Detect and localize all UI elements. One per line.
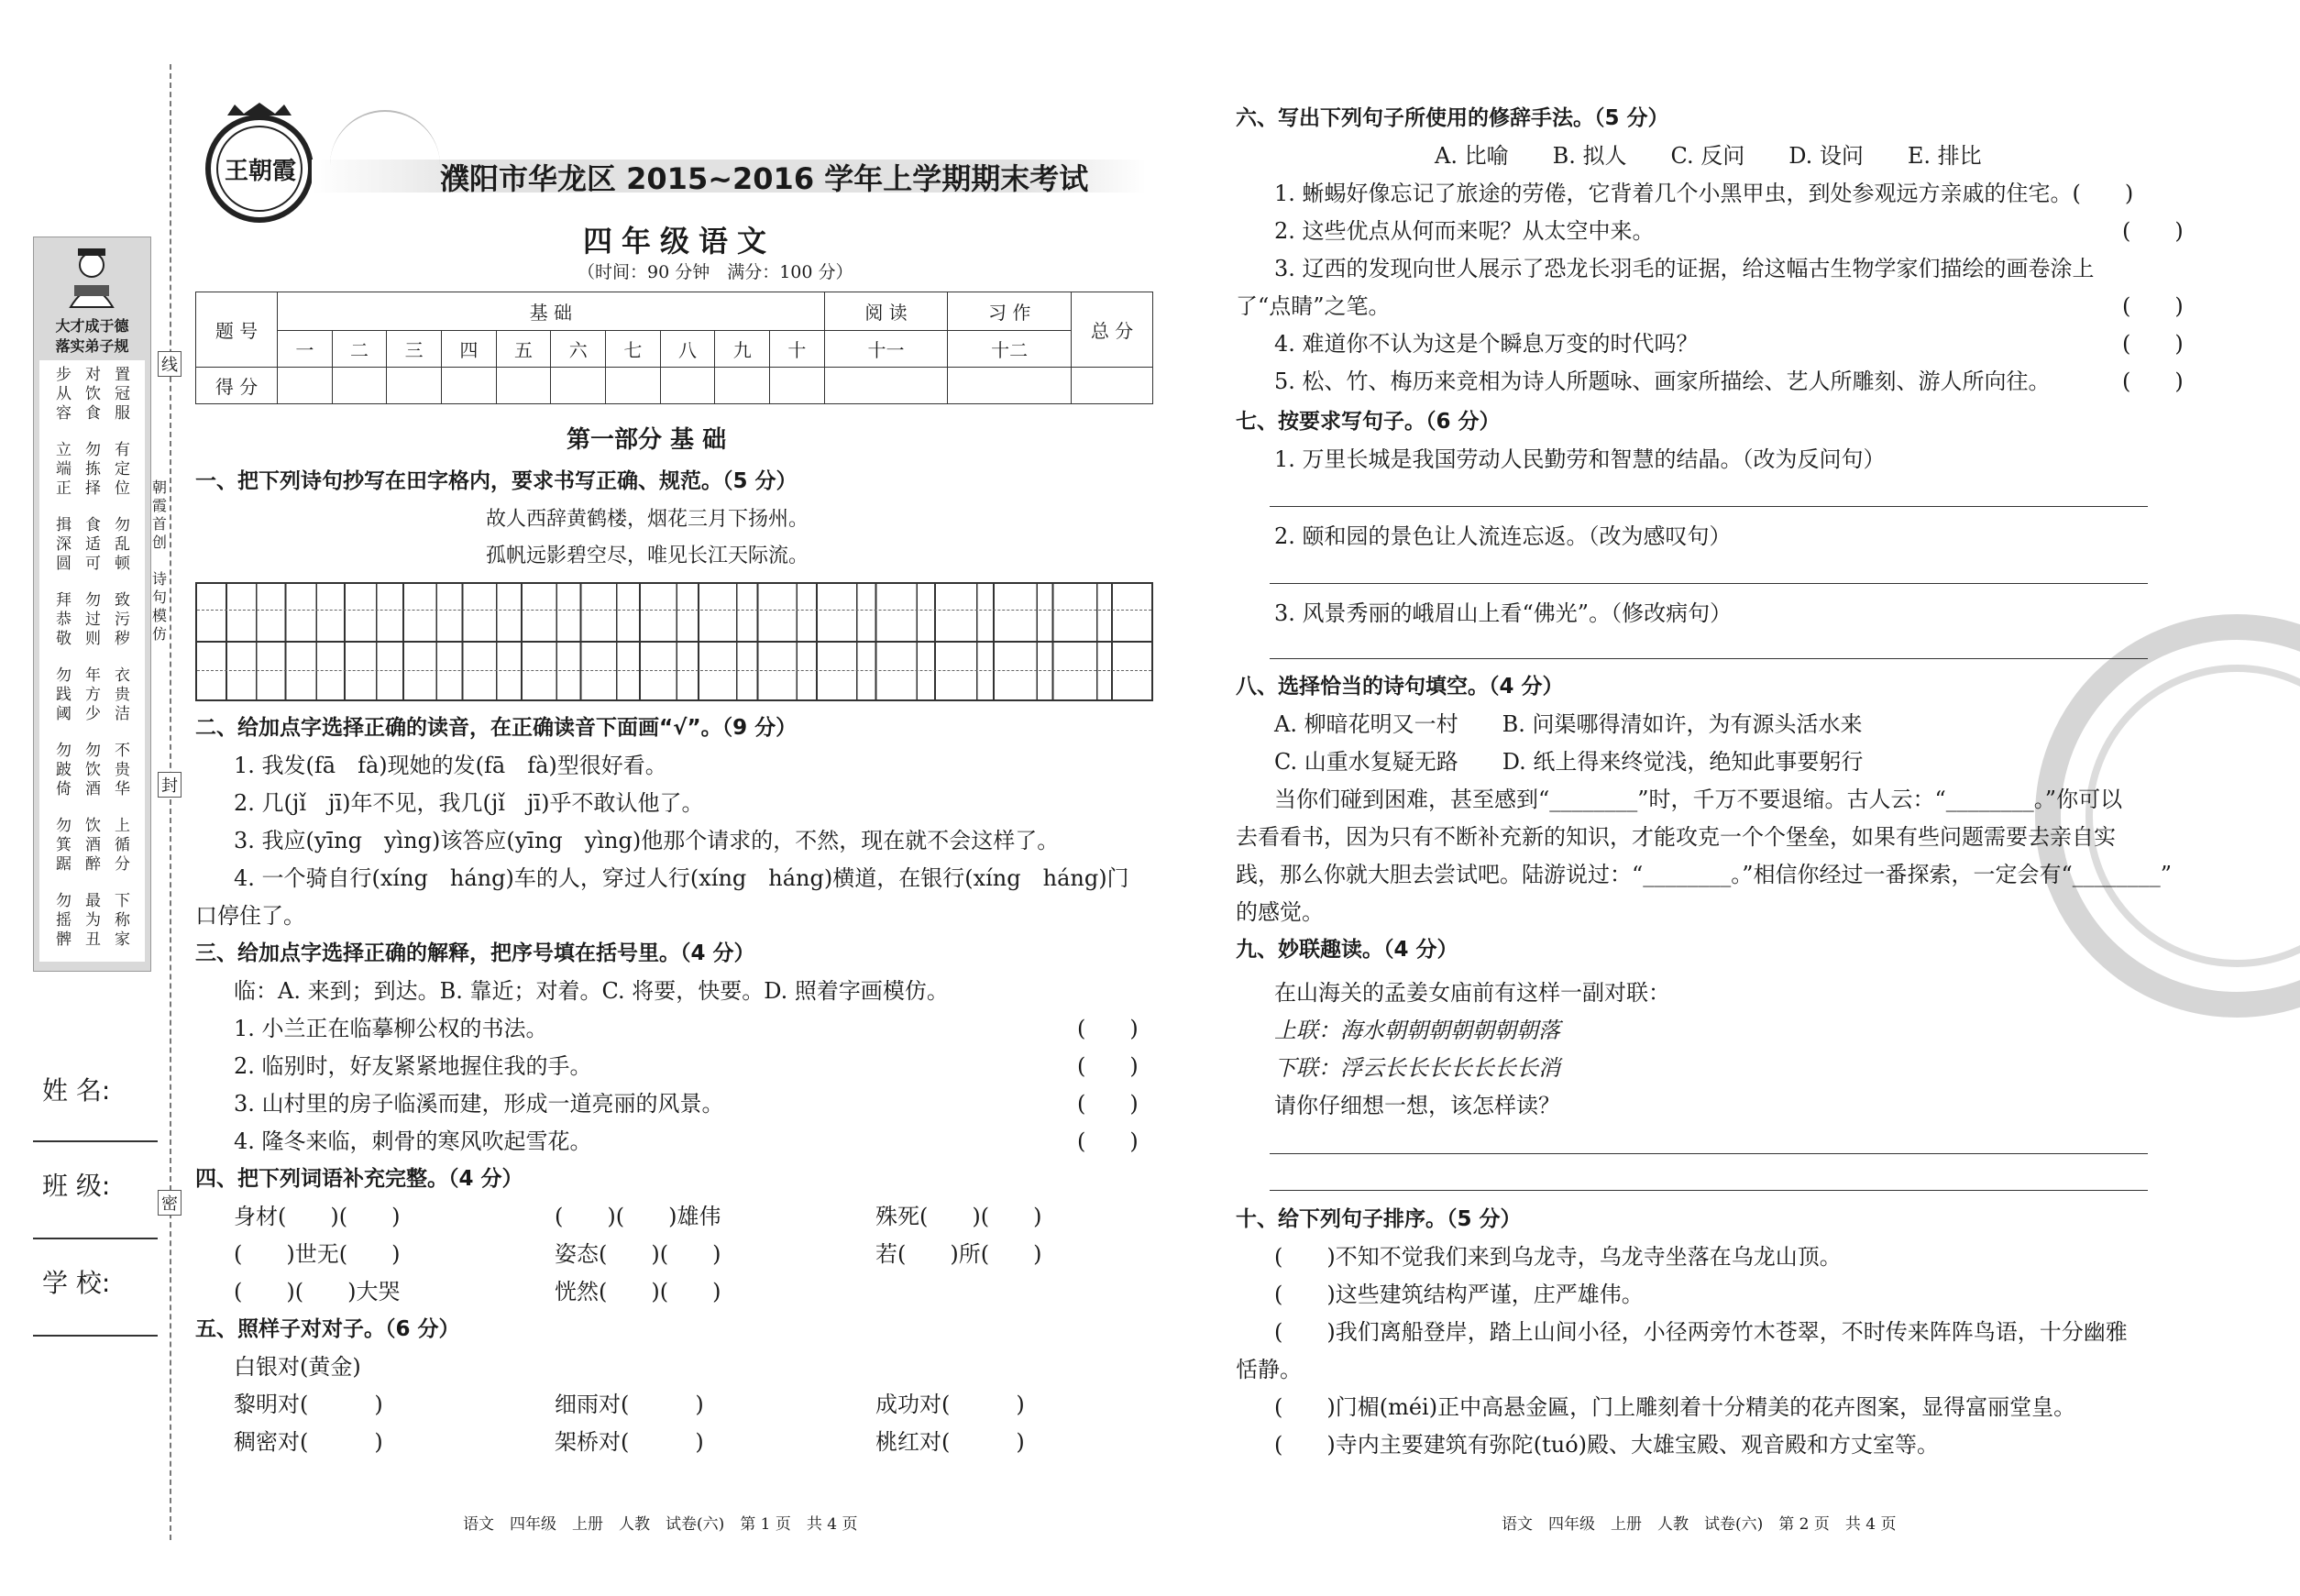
- q10-item-4[interactable]: ( )门楣(méi)正中高悬金匾，门上雕刻着十分精美的花卉图案，显得富丽堂皇。: [1274, 1394, 2076, 1420]
- scholar-icon: [61, 245, 122, 309]
- q8-paragraph-1: 当你们碰到困难，甚至感到“________”时，千万不要退缩。古人云：“________。”你可以: [1274, 787, 2123, 812]
- tianzige-grid[interactable]: [195, 582, 1153, 701]
- score-cell[interactable]: [332, 368, 387, 404]
- school-field[interactable]: [33, 1335, 158, 1337]
- q3-item-2: 2. 临别时，好友紧紧地握住我的手。: [234, 1053, 592, 1079]
- q6-item-4: 4. 难道你不认为这是个瞬息万变的时代吗？: [1274, 331, 1699, 357]
- q9-upper: 上联：海水朝朝朝朝朝朝朝落: [1274, 1018, 1560, 1043]
- q8-options-2: C. 山重水复疑无路 D. 纸上得来终觉浅，绝知此事要躬行: [1274, 749, 1864, 775]
- q2-title: 二、给加点字选择正确的读音，在正确读音下面画“√”。（9 分）: [195, 716, 798, 740]
- col-num: 二: [332, 331, 387, 368]
- motto-col: 不贵华: [115, 742, 130, 798]
- q3-answer-2[interactable]: ( ): [1077, 1053, 1139, 1079]
- q6-answer-3[interactable]: ( ): [2122, 293, 2184, 319]
- binding-label-xian: 线: [158, 351, 182, 377]
- col-num: 四: [442, 331, 497, 368]
- q6-item-2: 2. 这些优点从何而来呢？从太空中来。: [1274, 218, 1655, 244]
- q9-lower: 下联：浮云长长长长长长长消: [1274, 1055, 1560, 1081]
- q5-example: 白银对(黄金): [234, 1354, 361, 1380]
- poem-line-1: 故人西辞黄鹤楼，烟花三月下扬州。: [486, 508, 809, 531]
- q7-item-3: 3. 风景秀丽的峨眉山上看“佛光”。（修改病句）: [1274, 600, 1733, 626]
- q6-answer-5[interactable]: ( ): [2122, 369, 2184, 394]
- poem-line-2: 孤帆远影碧空尽，唯见长江天际流。: [486, 545, 809, 567]
- q9-intro: 在山海关的孟姜女庙前有这样一副对联：: [1274, 980, 1670, 1006]
- motto-col: 立端正: [56, 441, 72, 498]
- motto-col: 上循分: [115, 817, 130, 874]
- q2-item-1: 1. 我发(fā fà)现她的发(fā fà)型很好看。: [234, 753, 667, 778]
- motto-col: 年方少: [85, 666, 101, 723]
- class-label: 班 级:: [42, 1171, 111, 1201]
- motto-col: 勿箕踞: [56, 817, 72, 874]
- motto-col: 勿跛倚: [56, 742, 72, 798]
- q6-options: A. 比喻 B. 拟人 C. 反问 D. 设问 E. 排比: [1435, 143, 1982, 169]
- motto-col: 有定位: [115, 441, 130, 498]
- binding-label-feng: 封: [158, 772, 182, 798]
- score-cell[interactable]: [715, 368, 770, 404]
- ribbon-decoration: [330, 110, 440, 167]
- q5-pair[interactable]: 架桥对( ): [555, 1429, 704, 1455]
- q6-item-5: 5. 松、竹、梅历来竞相为诗人所题咏、画家所描绘、艺人所雕刻、游人所向往。: [1274, 369, 2051, 394]
- motto-col: 致污秽: [115, 591, 130, 648]
- score-cell[interactable]: [660, 368, 715, 404]
- q6-answer-4[interactable]: ( ): [2122, 331, 2184, 357]
- q10-item-1[interactable]: ( )不知不觉我们来到乌龙寺，乌龙寺坐落在乌龙山顶。: [1274, 1244, 1842, 1270]
- q7-answer-line-2[interactable]: [1270, 583, 2148, 584]
- q3-answer-4[interactable]: ( ): [1077, 1128, 1139, 1154]
- class-field[interactable]: [33, 1238, 158, 1239]
- subject-title: 四年级语文: [583, 224, 776, 259]
- col-num: 七: [606, 331, 661, 368]
- q4-word[interactable]: ( )( )大哭: [234, 1279, 401, 1304]
- motto-col: 最为丑: [85, 892, 101, 949]
- q5-pair[interactable]: 黎明对( ): [234, 1392, 383, 1417]
- q4-word[interactable]: ( )世无( ): [234, 1241, 401, 1267]
- tianzige-dash-1: [197, 610, 1151, 611]
- q8-options-1: A. 柳暗花明又一村 B. 问渠哪得清如许，为有源头活水来: [1274, 711, 1863, 737]
- q9-answer-line-2[interactable]: [1270, 1190, 2148, 1191]
- q10-item-2[interactable]: ( )这些建筑结构严谨，庄严雄伟。: [1274, 1282, 1644, 1307]
- motto-col: 勿乱顿: [115, 516, 130, 573]
- q4-word[interactable]: 恍然( )( ): [555, 1279, 721, 1304]
- motto-col: 下称家: [115, 892, 130, 949]
- q2-item-4: 4. 一个骑自行(xíng háng)车的人，穿过人行(xíng háng)横道，在银行(xíng háng)门: [234, 865, 1129, 891]
- total-head: 总 分: [1072, 292, 1153, 368]
- score-cell[interactable]: [442, 368, 497, 404]
- score-cell[interactable]: [824, 368, 948, 404]
- binding-line: [170, 64, 171, 1540]
- motto-col: 勿践阈: [56, 666, 72, 723]
- q6-answer-2[interactable]: ( ): [2122, 218, 2184, 244]
- q4-word[interactable]: ( )( )雄伟: [555, 1204, 721, 1229]
- motto-col: 置冠服: [115, 366, 130, 423]
- name-field[interactable]: [33, 1140, 158, 1142]
- q9-question: 请你仔细想一想，该怎样读？: [1274, 1093, 1560, 1118]
- slogan-1: 大才成于德: [55, 317, 129, 335]
- score-cell[interactable]: [278, 368, 333, 404]
- q2-item-3: 3. 我应(yīng yìng)该答应(yīng yìng)他那个请求的，不然，现在就不会这样了。: [234, 828, 1060, 853]
- q7-item-2: 2. 颐和园的景色让人流连忘返。（改为感叹句）: [1274, 523, 1732, 549]
- motto-col: 对饮食: [85, 366, 101, 423]
- q7-answer-line-3[interactable]: [1270, 658, 2148, 659]
- q5-pair[interactable]: 稠密对( ): [234, 1429, 383, 1455]
- part1-title: 第一部分 基 础: [567, 426, 727, 454]
- q8-paragraph-3: 践，那么你就大胆去尝试吧。陆游说过：“________。”相信你经过一番探索，一定会有“________”: [1236, 862, 2173, 887]
- motto-col: 勿饮酒: [85, 742, 101, 798]
- q6-title: 六、写出下列句子所使用的修辞手法。（5 分）: [1236, 106, 1669, 130]
- group-reading: 阅 读: [824, 292, 948, 331]
- score-cell[interactable]: [770, 368, 825, 404]
- score-cell[interactable]: [1072, 368, 1153, 404]
- q5-pair[interactable]: 桃红对( ): [875, 1429, 1025, 1455]
- q8-paragraph-4: 的感觉。: [1236, 899, 1324, 925]
- slogan-2: 落实弟子规: [55, 337, 129, 355]
- col-num: 十: [770, 331, 825, 368]
- q10-item-3-cont: 恬静。: [1236, 1357, 1302, 1382]
- q5-pair[interactable]: 细雨对( ): [555, 1392, 704, 1417]
- motto-col: 勿过则: [85, 591, 101, 648]
- motto-col: 揖深圆: [56, 516, 72, 573]
- group-writing: 习 作: [948, 292, 1072, 331]
- q9-answer-line-1[interactable]: [1270, 1153, 2148, 1154]
- q3-item-1: 1. 小兰正在临摹柳公权的书法。: [234, 1016, 548, 1041]
- score-cell[interactable]: [496, 368, 551, 404]
- exam-title: 濮阳市华龙区 2015~2016 学年上学期期末考试: [440, 161, 1089, 196]
- q8-paragraph-2: 去看看书，因为只有不断补充新的知识，才能攻克一个个堡垒，如果有些问题需要去亲自实: [1236, 824, 2116, 850]
- motto-col: 拜恭敬: [56, 591, 72, 648]
- col-num: 一: [278, 331, 333, 368]
- col-num: 五: [496, 331, 551, 368]
- q8-title: 八、选择恰当的诗句填空。（4 分）: [1236, 675, 1564, 699]
- q3-title: 三、给加点字选择正确的解释，把序号填在括号里。（4 分）: [195, 941, 755, 965]
- score-table: [195, 292, 1153, 404]
- q3-definitions: 临：A. 来到；到达。B. 靠近；对着。C. 将要，快要。D. 照着字画模仿。: [234, 978, 949, 1004]
- q5-pair[interactable]: 成功对( ): [875, 1392, 1025, 1417]
- binding-label-mi: 密: [158, 1190, 182, 1216]
- q7-answer-line-1[interactable]: [1270, 506, 2148, 507]
- q2-item-2: 2. 几(jǐ jī)年不见，我几(jǐ jī)乎不敢认他了。: [234, 790, 704, 816]
- time-info: （时间：90 分钟 满分：100 分）: [578, 262, 853, 282]
- q10-item-3[interactable]: ( )我们离船登岸，踏上山间小径，小径两旁竹木苍翠，不时传来阵阵鸟语，十分幽雅: [1274, 1319, 2128, 1345]
- col-num: 十二: [948, 331, 1072, 368]
- q6-item-3: 3. 辽西的发现向世人展示了恐龙长羽毛的证据，给这幅古生物学家们描绘的画卷涂上: [1274, 256, 2095, 281]
- side-note-2: 诗句模仿: [152, 570, 168, 643]
- footer-left: 语文 四年级 上册 人教 试卷(六) 第 1 页 共 4 页: [463, 1515, 858, 1534]
- score-label: 得 分: [196, 368, 278, 404]
- tianzige-dash-2: [197, 670, 1151, 671]
- score-cell[interactable]: [387, 368, 442, 404]
- col-num: 六: [551, 331, 606, 368]
- side-note-1: 朝霞首创: [152, 479, 168, 551]
- motto-col: 衣贵洁: [115, 666, 130, 723]
- q4-word[interactable]: 若( )所( ): [875, 1241, 1042, 1267]
- row-head: 题 号: [196, 292, 278, 368]
- q9-title: 九、妙联趣读。（4 分）: [1236, 938, 1458, 962]
- q2-item-4-cont: 口停住了。: [195, 903, 305, 929]
- q3-answer-3[interactable]: ( ): [1077, 1091, 1139, 1117]
- name-label: 姓 名:: [42, 1075, 111, 1106]
- q3-answer-1[interactable]: ( ): [1077, 1016, 1139, 1041]
- col-num: 九: [715, 331, 770, 368]
- q10-title: 十、给下列句子排序。（5 分）: [1236, 1207, 1522, 1231]
- q3-item-3: 3. 山村里的房子临溪而建，形成一道亮丽的风景。: [234, 1091, 724, 1117]
- q6-item-1: 1. 蜥蜴好像忘记了旅途的劳倦，它背着几个小黑甲虫，到处参观远方亲戚的住宅。( ): [1274, 181, 2134, 206]
- score-cell[interactable]: [606, 368, 661, 404]
- logo-text: 王朝霞: [224, 158, 296, 185]
- motto-col: 饮酒醉: [85, 817, 101, 874]
- q7-item-1: 1. 万里长城是我国劳动人民勤劳和智慧的结晶。（改为反问句）: [1274, 446, 1886, 472]
- q1-title: 一、把下列诗句抄写在田字格内，要求书写正确、规范。（5 分）: [195, 469, 798, 493]
- score-cell[interactable]: [551, 368, 606, 404]
- q4-word[interactable]: 殊死( )( ): [875, 1204, 1042, 1229]
- motto-col: 勿拣择: [85, 441, 101, 498]
- footer-right: 语文 四年级 上册 人教 试卷(六) 第 2 页 共 4 页: [1502, 1515, 1897, 1534]
- q5-title: 五、照样子对对子。（6 分）: [195, 1317, 460, 1341]
- q6-item-3-cont: 了“点睛”之笔。: [1236, 293, 1391, 319]
- col-num: 十一: [824, 331, 948, 368]
- q4-word[interactable]: 身材( )( ): [234, 1204, 401, 1229]
- group-basic: 基 础: [278, 292, 825, 331]
- sidebar-panel: [33, 237, 151, 972]
- school-label: 学 校:: [42, 1268, 111, 1298]
- q10-item-5[interactable]: ( )寺内主要建筑有弥陀(tuó)殿、大雄宝殿、观音殿和方丈室等。: [1274, 1432, 1940, 1458]
- q4-word[interactable]: 姿态( )( ): [555, 1241, 721, 1267]
- score-cell[interactable]: [948, 368, 1072, 404]
- motto-col: 食适可: [85, 516, 101, 573]
- motto-col: 步从容: [56, 366, 72, 423]
- motto-col: 勿摇髀: [56, 892, 72, 949]
- q3-item-4: 4. 隆冬来临，刺骨的寒风吹起雪花。: [234, 1128, 592, 1154]
- q4-title: 四、把下列词语补充完整。（4 分）: [195, 1167, 523, 1191]
- col-num: 三: [387, 331, 442, 368]
- col-num: 八: [660, 331, 715, 368]
- q7-title: 七、按要求写句子。（6 分）: [1236, 410, 1501, 434]
